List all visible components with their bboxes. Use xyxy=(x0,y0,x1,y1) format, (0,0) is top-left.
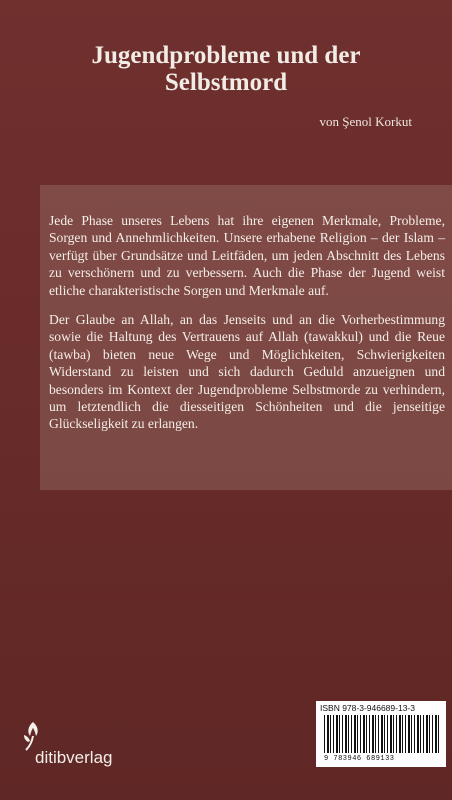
book-title xyxy=(20,42,432,96)
title-line-1: Jugendprobleme und der xyxy=(91,42,361,69)
author-credit: von Şenol Korkut xyxy=(319,114,412,129)
blurb-text xyxy=(49,212,445,445)
title-line-2: Selbstmord xyxy=(164,69,288,96)
isbn-barcode xyxy=(316,701,446,767)
tulip-icon xyxy=(22,718,44,752)
publisher-name: ditibverlag xyxy=(35,748,113,767)
blurb-paragraph-2: Der Glaube an Allah, an das Jenseits und an die Vorherbestimmung sowie die Haltung des Vertrauens auf Allah (tawakkul) und die Reue (tawba) bieten neue Wege und Möglichkeiten, Schwierigkeiten Widerstand zu leisten und sich dadurch Geduld anzueignen und besonders im Kontext der Jugendprobleme Selbstmorde zu verhindern, um letztendlich die diesseitigen Schönheiten und die jenseitige Glückseligkeit zu erlangen. xyxy=(49,312,445,432)
isbn-label: ISBN 978-3-946689-13-3 xyxy=(320,703,415,713)
barcode-bars xyxy=(324,715,440,753)
barcode-digits: 9 783946 689133 xyxy=(324,755,395,763)
blurb-paragraph-1: Jede Phase unseres Lebens hat ihre eigenen Merkmale, Probleme, Sorgen und Annehmlichkeiten. Unsere erhabene Religion – der Islam – verfügt über Grundsätze und Leitfäden, um jeden Abschnitt des Lebens zu verschönern und zu verbessern. Auch die Phase der Jugend weist etliche charakteristische Sorgen und Merkmale auf. xyxy=(49,213,445,298)
